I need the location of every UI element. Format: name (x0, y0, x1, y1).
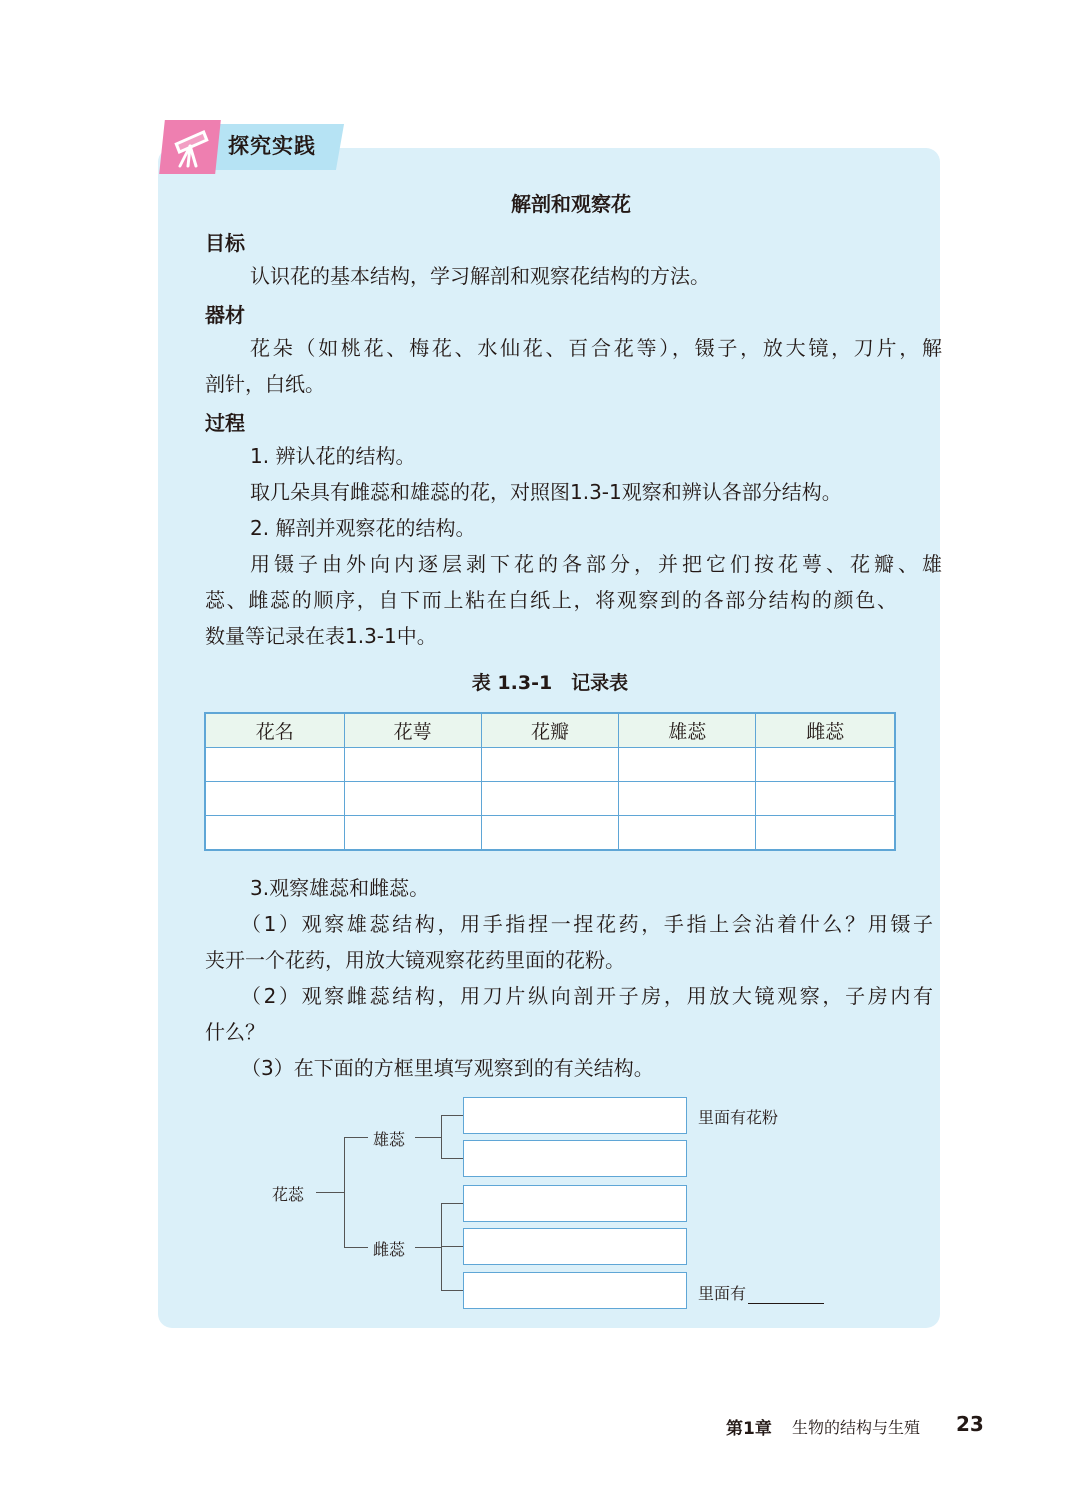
telescope-icon (159, 120, 221, 174)
chapter-title: 生物的结构与生殖 (792, 1418, 921, 1437)
header-pistil: 雌蕊 (756, 713, 895, 748)
step-1-title: 1. 辨认花的结构。 (250, 444, 416, 468)
connector (415, 1137, 441, 1138)
connector (344, 1247, 368, 1248)
goal-heading: 目标 (205, 231, 245, 255)
page-title: 解剖和观察花 (511, 192, 631, 216)
sub-2-line-1: （2）观察雌蕊结构，用刀片纵向剖开子房，用放大镜观察，子房内有 (241, 984, 933, 1008)
page-number: 23 (956, 1412, 984, 1436)
stamen-label: 雄蕊 (373, 1130, 406, 1149)
table-cell[interactable] (756, 816, 895, 851)
pollen-note: 里面有花粉 (698, 1108, 779, 1127)
table-cell[interactable] (481, 748, 618, 782)
connector (316, 1192, 344, 1193)
ovary-box[interactable] (463, 1272, 687, 1309)
table-cell[interactable] (205, 782, 344, 816)
table-header-row (205, 713, 895, 748)
connector (344, 1137, 345, 1247)
step-2-line-3: 数量等记录在表1.3-1中。 (205, 624, 437, 648)
style-box[interactable] (463, 1228, 687, 1265)
table-row (205, 816, 895, 851)
connector (441, 1290, 463, 1291)
step-2-line-1: 用镊子由外向内逐层剥下花的各部分，并把它们按花萼、花瓣、雄 (250, 552, 942, 576)
connector (441, 1115, 463, 1116)
activity-badge (160, 120, 340, 174)
pistil-label: 雌蕊 (373, 1240, 406, 1259)
header-flower-name: 花名 (205, 713, 344, 748)
sub-1-line-2: 夹开一个花药，用放大镜观察花药里面的花粉。 (205, 948, 625, 972)
table-cell[interactable] (619, 748, 756, 782)
table-cell[interactable] (205, 748, 344, 782)
materials-heading: 器材 (205, 303, 245, 327)
record-table (204, 712, 896, 851)
table-row (205, 782, 895, 816)
stigma-box[interactable] (463, 1185, 687, 1222)
table-cell[interactable] (619, 816, 756, 851)
table-cell[interactable] (756, 782, 895, 816)
table-cell[interactable] (756, 748, 895, 782)
step-1-text: 取几朵具有雌蕊和雄蕊的花，对照图1.3-1观察和辨认各部分结构。 (250, 480, 842, 504)
process-heading: 过程 (205, 411, 245, 435)
sub-2-line-2: 什么？ (205, 1020, 265, 1044)
sub-1-line-1: （1）观察雄蕊结构，用手指捏一捏花药，手指上会沾着什么？用镊子 (241, 912, 933, 936)
table-cell[interactable] (344, 816, 481, 851)
header-petal: 花瓣 (481, 713, 618, 748)
table-cell[interactable] (619, 782, 756, 816)
answer-blank[interactable] (748, 1287, 824, 1304)
header-stamen: 雄蕊 (619, 713, 756, 748)
ovary-note (698, 1281, 824, 1304)
step-2-title: 2. 解剖并观察花的结构。 (250, 516, 476, 540)
connector (441, 1203, 463, 1204)
materials-line-1: 花朵（如桃花、梅花、水仙花、百合花等），镊子，放大镜，刀片，解 (250, 336, 942, 360)
goal-text: 认识花的基本结构，学习解剖和观察花结构的方法。 (250, 264, 710, 288)
table-cell[interactable] (205, 816, 344, 851)
chapter-label: 第1章 (726, 1419, 772, 1439)
step-3-title: 3.观察雄蕊和雌蕊。 (250, 876, 430, 900)
table-cell[interactable] (481, 782, 618, 816)
sub-3-text: （3）在下面的方框里填写观察到的有关结构。 (241, 1056, 654, 1080)
anther-box[interactable] (463, 1097, 687, 1134)
table-cell[interactable] (481, 816, 618, 851)
connector (344, 1137, 368, 1138)
badge-label: 探究实践 (228, 134, 316, 158)
table-cell[interactable] (344, 782, 481, 816)
header-sepal: 花萼 (344, 713, 481, 748)
filament-box[interactable] (463, 1140, 687, 1177)
materials-line-2: 剖针，白纸。 (205, 372, 325, 396)
table-cell[interactable] (344, 748, 481, 782)
connector (415, 1247, 441, 1248)
table-row (205, 748, 895, 782)
step-2-line-2: 蕊、雌蕊的顺序，自下而上粘在白纸上，将观察到的各部分结构的颜色、 (205, 588, 897, 612)
connector (441, 1158, 463, 1159)
table-caption: 表 1.3-1 记录表 (471, 672, 629, 694)
ovary-note-text: 里面有 (698, 1284, 747, 1303)
connector (441, 1115, 442, 1158)
root-label: 花蕊 (272, 1185, 305, 1204)
connector (441, 1246, 463, 1247)
